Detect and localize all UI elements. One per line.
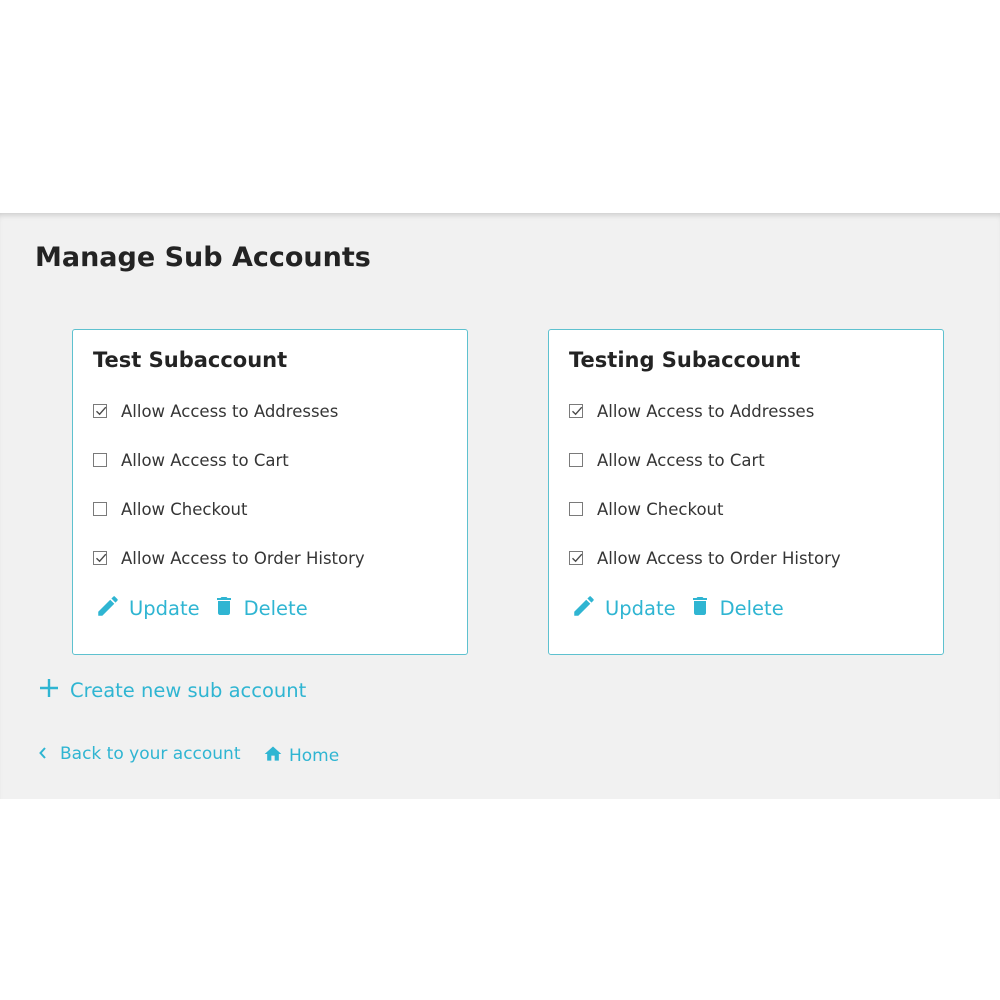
permission-label: Allow Access to Cart <box>121 450 289 470</box>
permission-checkbox[interactable] <box>569 502 583 516</box>
home-link[interactable] <box>263 744 339 768</box>
permission-cart <box>93 448 289 472</box>
permission-addresses <box>93 399 338 423</box>
permission-label: Allow Access to Order History <box>597 548 841 568</box>
back-to-account-label: Back to your account <box>60 744 241 764</box>
permission-checkbox[interactable] <box>569 404 583 418</box>
permission-order-history <box>93 546 365 570</box>
trash-icon <box>212 593 236 623</box>
pencil-icon <box>95 593 121 623</box>
permission-addresses <box>569 399 814 423</box>
chevron-left-icon <box>38 745 48 764</box>
subaccount-name: Testing Subaccount <box>569 348 801 372</box>
checkmark-icon <box>571 552 583 564</box>
pencil-icon <box>571 593 597 623</box>
checkmark-icon <box>95 405 107 417</box>
permission-label: Allow Checkout <box>121 499 248 519</box>
update-button[interactable] <box>571 593 676 623</box>
subaccount-card <box>72 329 468 655</box>
card-actions <box>571 594 784 622</box>
permission-order-history <box>569 546 841 570</box>
delete-label: Delete <box>243 596 308 620</box>
card-actions <box>95 594 308 622</box>
trash-icon <box>688 593 712 623</box>
permission-label: Allow Access to Cart <box>597 450 765 470</box>
delete-button[interactable] <box>688 593 784 623</box>
create-sub-account-label: Create new sub account <box>70 678 307 702</box>
permission-label: Allow Access to Addresses <box>597 401 815 421</box>
permission-cart <box>569 448 765 472</box>
permission-checkbox[interactable] <box>93 453 107 467</box>
permission-checkbox[interactable] <box>569 551 583 565</box>
update-button[interactable] <box>95 593 200 623</box>
create-sub-account-link[interactable] <box>38 677 306 703</box>
permission-label: Allow Access to Addresses <box>121 401 339 421</box>
permission-label: Allow Access to Order History <box>121 548 365 568</box>
home-label: Home <box>289 746 340 766</box>
checkmark-icon <box>95 552 107 564</box>
permission-checkbox[interactable] <box>93 502 107 516</box>
home-icon <box>263 744 283 768</box>
delete-label: Delete <box>719 596 784 620</box>
subaccount-name: Test Subaccount <box>93 348 288 372</box>
plus-icon <box>38 677 60 703</box>
permission-checkbox[interactable] <box>93 551 107 565</box>
subaccount-card <box>548 329 944 655</box>
checkmark-icon <box>571 405 583 417</box>
update-label: Update <box>129 596 200 620</box>
permission-label: Allow Checkout <box>597 499 724 519</box>
update-label: Update <box>605 596 676 620</box>
permission-checkout <box>93 497 247 521</box>
permission-checkout <box>569 497 723 521</box>
back-to-account-link[interactable] <box>38 744 241 764</box>
delete-button[interactable] <box>212 593 308 623</box>
page-title: Manage Sub Accounts <box>35 242 371 273</box>
permission-checkbox[interactable] <box>93 404 107 418</box>
permission-checkbox[interactable] <box>569 453 583 467</box>
